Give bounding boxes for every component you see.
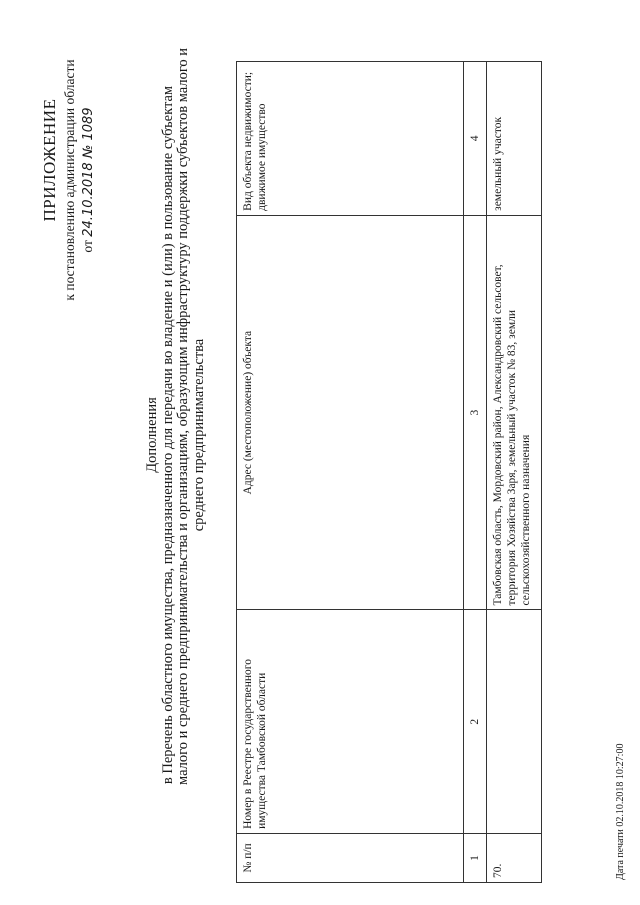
table-header-row [237,62,464,883]
property-table [236,61,542,883]
header-cell-registry: Номер в Реестре государственного имущества Тамбовской области [237,610,464,833]
heading-line2: в Перечень областного имущества, предназначенного для передачи во владение и (или) в пользование субъектам [159,85,176,785]
header-cell-type: Вид объекта недвижимости; движимое имущество [237,62,464,216]
column-number: 4 [464,62,487,216]
document-heading [144,47,207,785]
heading-line4: среднего предпринимательства [190,338,207,532]
row-address: Тамбовская область, Мордовский район, Александровский сельсовет, территория Хозяйства Заря, земельный участок № 83, земли сельскохозяйственного назначения [487,215,542,610]
appendix-title: ПРИЛОЖЕНИЕ [40,98,59,222]
appendix-number-prefix: от [80,240,95,253]
row-registry [487,610,542,833]
column-number: 1 [464,833,487,882]
heading-line1: Дополнения [144,397,160,473]
heading-line3: малого и среднего предпринимательства и организациям, образующим инфраструктуру поддержки субъектов малого и [175,47,191,785]
row-type: земельный участок [487,62,542,216]
appendix-number-handwritten: 24.10.2018 № 1089 [81,107,96,237]
print-date: Дата печати 02.10.2018 10:27:00 [615,743,626,880]
row-number: 70. [487,833,542,882]
table-row [487,62,542,883]
header-cell-address: Адрес (местоположение) объекта [237,215,464,610]
appendix-number [80,15,96,345]
table-column-numbers-row [464,62,487,883]
header-cell-number: № п/п [237,833,464,882]
column-number: 2 [464,610,487,833]
column-number: 3 [464,215,487,610]
appendix-subtitle: к постановлению администрации области [62,59,77,301]
